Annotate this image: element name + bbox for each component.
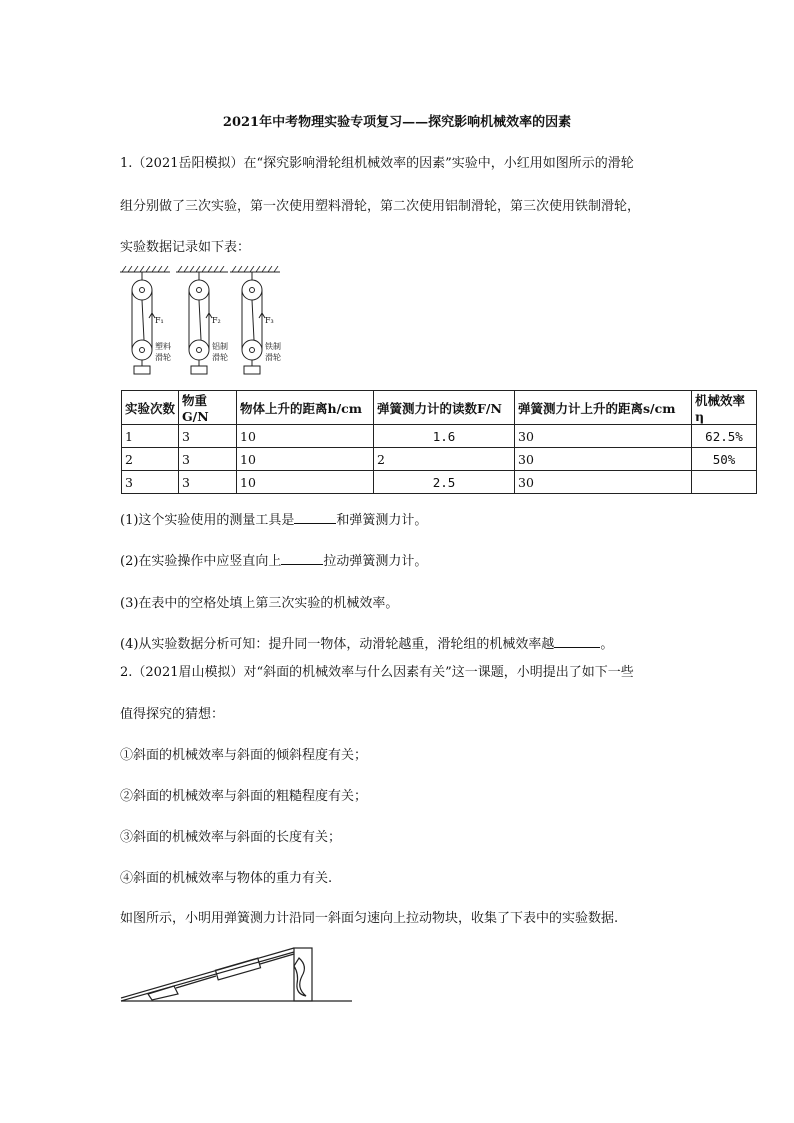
q2-line-1: 2.（2021眉山模拟）对“斜面的机械效率与什么因素有关”这一课题，小明提出了如下一些 bbox=[120, 665, 634, 680]
table-cell: 30 bbox=[515, 425, 692, 448]
material-label-3b: 滑轮 bbox=[265, 353, 281, 362]
table-row bbox=[122, 448, 757, 471]
table-cell: 10 bbox=[237, 471, 374, 494]
header-cell: 弹簧测力计的读数F/N bbox=[374, 391, 515, 425]
material-label-2a: 铝制 bbox=[212, 342, 228, 351]
table-cell: 3 bbox=[179, 448, 237, 471]
header-cell: 物重G/N bbox=[179, 391, 237, 425]
force-label-1: F₁ bbox=[155, 316, 164, 325]
table-cell: 1.6 bbox=[374, 425, 515, 448]
table-cell: 30 bbox=[515, 471, 692, 494]
page-title: 2021年中考物理实验专项复习——探究影响机械效率的因素 bbox=[222, 115, 572, 130]
material-label-2b: 滑轮 bbox=[212, 353, 228, 362]
table-cell bbox=[692, 471, 757, 494]
table-row bbox=[122, 425, 757, 448]
answer-blank[interactable] bbox=[294, 511, 336, 524]
sub1-text-b: 和弹簧测力计。 bbox=[336, 513, 428, 528]
table-cell: 3 bbox=[122, 471, 179, 494]
guess-3: ③斜面的机械效率与斜面的长度有关； bbox=[120, 830, 342, 845]
q2-line-2: 值得探究的猜想： bbox=[120, 707, 225, 722]
table-cell: 2.5 bbox=[374, 471, 515, 494]
guess-2: ②斜面的机械效率与斜面的粗糙程度有关； bbox=[120, 789, 368, 804]
table-cell: 2 bbox=[122, 448, 179, 471]
table-cell: 2 bbox=[374, 448, 515, 471]
sub2-text-b: 拉动弹簧测力计。 bbox=[323, 554, 428, 569]
table-cell: 3 bbox=[179, 471, 237, 494]
experiment-table bbox=[121, 390, 757, 494]
table-row bbox=[122, 471, 757, 494]
sub4-text-a: (4)从实验数据分析可知：提升同一物体，动滑轮越重，滑轮组的机械效率越 bbox=[120, 637, 555, 652]
q1-line-2: 组分别做了三次实验，第一次使用塑料滑轮，第二次使用铝制滑轮，第三次使用铁制滑轮， bbox=[120, 199, 641, 214]
pulley-figure bbox=[118, 266, 288, 381]
material-label-1b: 滑轮 bbox=[155, 353, 171, 362]
sub4-text-b: 。 bbox=[600, 637, 614, 652]
guess-1: ①斜面的机械效率与斜面的倾斜程度有关； bbox=[120, 748, 368, 763]
material-label-3a: 铁制 bbox=[265, 342, 281, 351]
table-header-row bbox=[122, 391, 757, 425]
table-cell: 50% bbox=[692, 448, 757, 471]
sub2-text-a: (2)在实验操作中应竖直向上 bbox=[120, 554, 282, 569]
q1-sub-1 bbox=[120, 509, 427, 528]
q2-line-3: 如图所示，小明用弹簧测力计沿同一斜面匀速向上拉动物块，收集了下表中的实验数据. bbox=[120, 911, 619, 926]
table-cell: 10 bbox=[237, 448, 374, 471]
force-label-2: F₂ bbox=[212, 316, 221, 325]
table-cell: 3 bbox=[179, 425, 237, 448]
answer-blank[interactable] bbox=[281, 552, 323, 565]
force-label-3: F₃ bbox=[265, 316, 274, 325]
q1-sub-4 bbox=[120, 633, 613, 652]
q1-sub-2 bbox=[120, 550, 427, 569]
sub1-text-a: (1)这个实验使用的测量工具是 bbox=[120, 513, 295, 528]
table-cell: 62.5% bbox=[692, 425, 757, 448]
q1-line-3: 实验数据记录如下表： bbox=[120, 240, 251, 255]
guess-4: ④斜面的机械效率与物体的重力有关. bbox=[120, 871, 333, 886]
material-label-1a: 塑料 bbox=[155, 342, 171, 351]
table-cell: 30 bbox=[515, 448, 692, 471]
header-cell: 实验次数 bbox=[122, 391, 179, 425]
answer-blank[interactable] bbox=[554, 635, 600, 648]
table-cell: 10 bbox=[237, 425, 374, 448]
q1-sub-3: (3)在表中的空格处填上第三次实验的机械效率。 bbox=[120, 596, 399, 611]
table-cell: 1 bbox=[122, 425, 179, 448]
header-cell: 物体上升的距离h/cm bbox=[237, 391, 374, 425]
incline-figure bbox=[118, 938, 358, 1008]
header-cell: 机械效率η bbox=[692, 391, 757, 425]
header-cell: 弹簧测力计上升的距离s/cm bbox=[515, 391, 692, 425]
q1-line-1: 1.（2021岳阳模拟）在“探究影响滑轮组机械效率的因素”实验中，小红用如图所示的滑轮 bbox=[120, 156, 634, 171]
